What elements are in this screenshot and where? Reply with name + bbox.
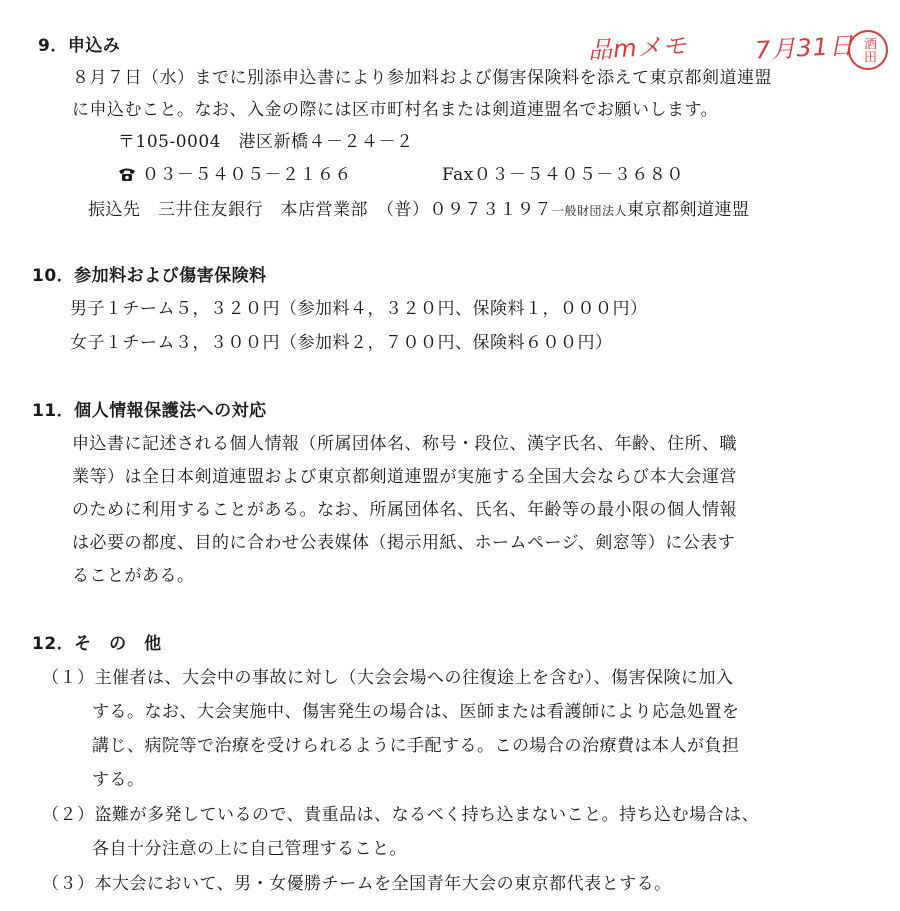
phone-number: ０３－５４０５－２１６６ [142, 165, 352, 185]
item-1-line-4: する。 [92, 770, 145, 790]
item-1-line-2: する。なお、大会実施中、傷害発生の場合は、医師または看護師により応急処置を [92, 702, 740, 722]
section-9-heading: 9．申込み [38, 36, 121, 56]
fee-women: 女子１チーム３，３００円（参加料２，７００円、保険料６００円） [70, 333, 613, 353]
item-2-line-1: （２）盗難が多発しているので、貴重品は、なるべく持ち込まないこと。持ち込む場合は、 [42, 805, 760, 825]
section-11-line-5: ることがある。 [72, 566, 195, 586]
org-type-label: 一般財団法人 [552, 204, 628, 218]
postal-address: 〒105-0004 港区新橋４－２４－２ [118, 132, 414, 152]
handwritten-note: 品mメモ [587, 31, 689, 65]
section-11-line-2: 業等）は全日本剣道連盟および東京都剣道連盟が実施する全国大会ならび本大会運営 [72, 467, 737, 487]
bank-account: 振込先 三井住友銀行 本店営業部 （普）０９７３１９７ [88, 200, 552, 220]
fax-number: Fax０３－５４０５－３６８０ [442, 165, 684, 185]
handwritten-date: 7月31日 [754, 31, 855, 65]
phone-icon [118, 167, 136, 182]
section-11-heading: 11．個人情報保護法への対応 [32, 401, 267, 421]
phone-line [118, 163, 352, 187]
bank-transfer-info [88, 198, 750, 223]
bank-account-holder: 東京都剣道連盟 [627, 200, 750, 220]
section-9-body-line-2: に申込むこと。なお、入金の際には区市町村名または剣道連盟名でお願いします。 [72, 100, 719, 120]
item-1-line-1: （１）主催者は、大会中の事故に対し（大会会場への往復途上を含む）、傷害保険に加入 [42, 668, 734, 688]
section-9-body-line-1: ８月７日（水）までに別添申込書により参加料および傷害保険料を添えて東京都剣道連盟 [72, 68, 772, 88]
section-12-heading: 12．そ の 他 [32, 634, 162, 654]
item-1-line-3: 講じ、病院等で治療を受けられるように手配する。この場合の治療費は本人が負担 [92, 736, 740, 756]
section-11-line-4: は必要の都度、目的に合わせ公表媒体（掲示用紙、ホームページ、剣窓等）に公表す [72, 533, 736, 553]
item-3-line-1: （３）本大会において、男・女優勝チームを全国青年大会の東京都代表とする。 [42, 874, 672, 894]
fee-men: 男子１チーム５，３２０円（参加料４，３２０円、保険料１，０００円） [70, 299, 648, 319]
section-10-heading: 10．参加料および傷害保険料 [32, 266, 267, 286]
section-11-line-3: のために利用することがある。なお、所属団体名、氏名、年齢等の最小限の個人情報 [72, 500, 737, 520]
item-2-line-2: 各自十分注意の上に自己管理すること。 [92, 839, 407, 859]
red-seal-stamp [848, 30, 888, 70]
seal-text: 酒田 [861, 37, 876, 63]
section-11-line-1: 申込書に記述される個人情報（所属団体名、称号・段位、漢字氏名、年齢、住所、職 [72, 434, 737, 454]
